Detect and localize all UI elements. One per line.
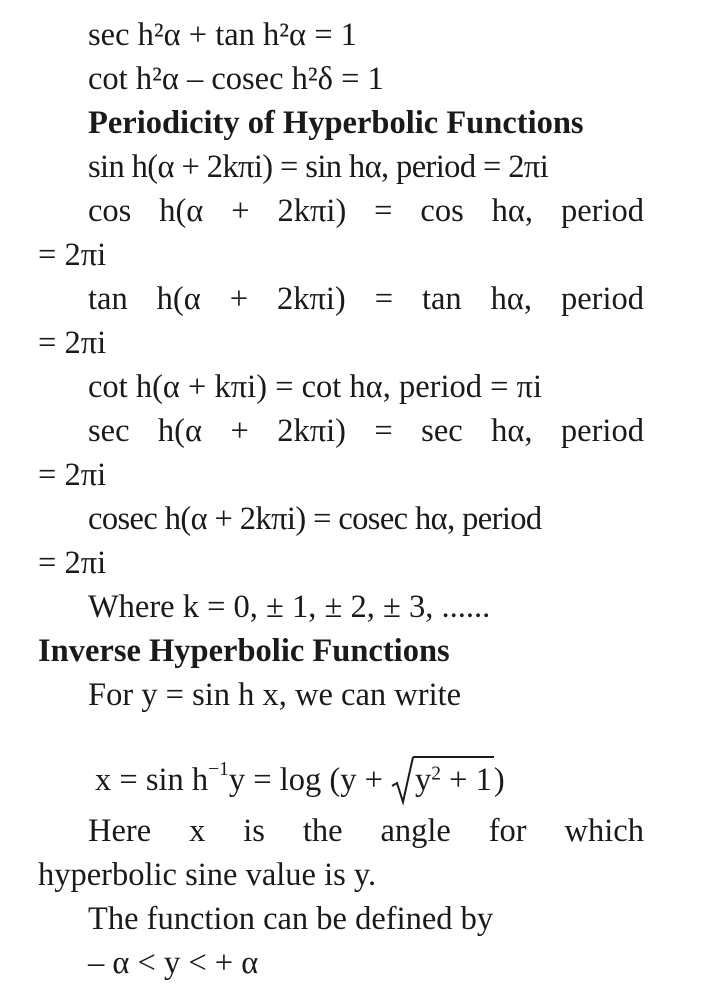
word: h(α (157, 413, 203, 449)
cosech-period-line (88, 499, 542, 539)
tanh-period-line (88, 279, 644, 319)
inverse-intro-line (88, 675, 461, 715)
identity-text: cot h²α – cosec h²δ = 1 (88, 61, 384, 97)
word: 2kπi) (277, 413, 346, 449)
heading-inverse (38, 631, 450, 671)
cosh-period-cont (38, 235, 106, 275)
formula-close: ) (493, 762, 505, 798)
radicand (413, 756, 494, 802)
coth-period-line (88, 367, 542, 407)
radical-sign-icon (391, 756, 415, 806)
range-line (88, 943, 258, 983)
para-angle-cont (38, 855, 376, 895)
para-angle-line (88, 811, 644, 851)
cosh-period-line (88, 191, 644, 231)
sinh-period-text: sin h(α + 2kπi) = sin hα, period = 2πi (88, 149, 549, 185)
word: which (564, 813, 644, 849)
para-angle-cont-text: hyperbolic sine value is y. (38, 857, 377, 893)
word: cos (88, 193, 132, 229)
word: period (560, 193, 644, 229)
word: 2kπi) (277, 193, 347, 229)
word: = (374, 281, 394, 317)
sech-period-cont (38, 455, 106, 495)
word: + (231, 193, 250, 229)
tanh-period-cont (38, 323, 106, 363)
period-value: = 2πi (38, 325, 107, 361)
word: = (374, 413, 393, 449)
period-value: = 2πi (38, 545, 107, 581)
word: period (560, 281, 644, 317)
word: cos (420, 193, 464, 229)
word: sec (88, 413, 130, 449)
where-k-text: Where k = 0, ± 1, ± 2, ± 3, ...... (88, 589, 491, 625)
where-k-line (88, 587, 490, 627)
sech-period-line (88, 411, 644, 451)
coth-period-text: cot h(α + kπi) = cot hα, period = πi (88, 369, 543, 405)
word: sec (421, 413, 463, 449)
word: angle (380, 813, 451, 849)
word: tan (88, 281, 128, 317)
radicand-exponent: 2 (431, 763, 442, 785)
square-root (391, 752, 494, 808)
word: period (560, 413, 644, 449)
formula-exponent: −1 (208, 759, 229, 781)
word: the (302, 813, 343, 849)
word: + (230, 413, 249, 449)
heading-text: Inverse Hyperbolic Functions (38, 633, 450, 669)
heading-text: Periodicity of Hyperbolic Functions (88, 105, 584, 141)
formula-mid: y = log (y + (228, 762, 383, 798)
word: for (488, 813, 527, 849)
cosech-period-cont (38, 543, 106, 583)
word: h(α (159, 193, 204, 229)
word: 2kπi) (276, 281, 346, 317)
inverse-intro-text: For y = sin h x, we can write (88, 677, 462, 713)
identity-text: sec h²α + tan h²α = 1 (88, 17, 357, 53)
inverse-sinh-formula (95, 752, 505, 808)
word: tan (421, 281, 462, 317)
period-value: = 2πi (38, 457, 107, 493)
word: hα, (491, 413, 533, 449)
word: h(α (156, 281, 201, 317)
word: is (243, 813, 265, 849)
word: Here (88, 813, 152, 849)
identity-coth-cosech (88, 59, 384, 99)
word: x (189, 813, 206, 849)
para-defined-line (88, 899, 493, 939)
word: + (229, 281, 249, 317)
radicand-var: y (415, 762, 432, 798)
identity-sech-tanh (88, 15, 357, 55)
word: hα, (490, 281, 533, 317)
heading-periodicity (88, 103, 584, 143)
word: hα, (491, 193, 534, 229)
cosech-period-text: cosec h(α + 2kπi) = cosec hα, period (88, 501, 542, 537)
sinh-period-line (88, 147, 548, 187)
word: = (374, 193, 393, 229)
range-text: – α < y < + α (88, 945, 259, 981)
formula-lhs: x = sin h (95, 762, 209, 798)
radicand-tail: + 1 (441, 762, 492, 798)
para-defined-text: The function can be defined by (88, 901, 494, 937)
period-value: = 2πi (38, 237, 107, 273)
